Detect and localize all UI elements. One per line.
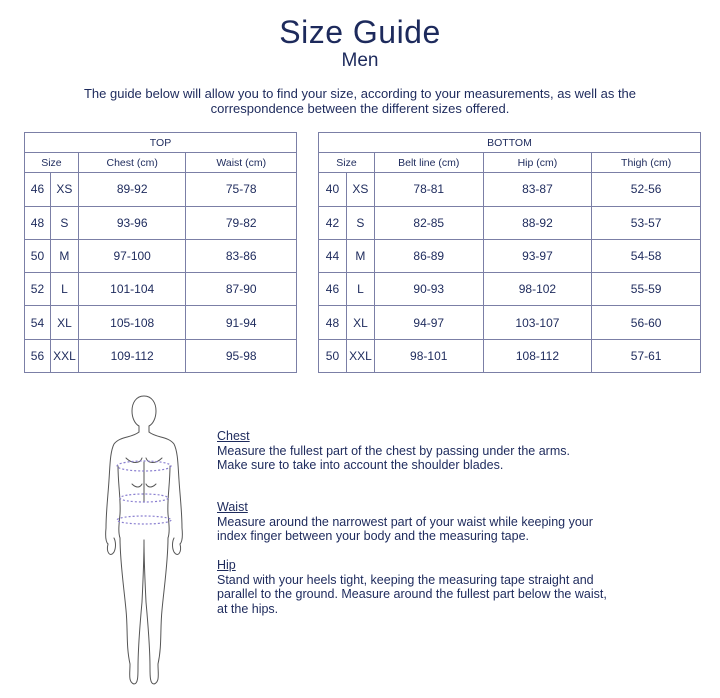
size-number: 46 xyxy=(319,273,347,306)
waist-instructions: Measure around the narrowest part of your waist while keeping your index finger between your body and the measuring tape. xyxy=(217,514,593,543)
size-number: 54 xyxy=(25,306,51,339)
belt-value: 86-89 xyxy=(374,239,483,272)
chest-value: 97-100 xyxy=(78,239,186,272)
size-label: XL xyxy=(346,306,374,339)
table-row xyxy=(319,339,701,372)
hip-value: 83-87 xyxy=(483,173,592,206)
size-number: 42 xyxy=(319,206,347,239)
hip-value: 88-92 xyxy=(483,206,592,239)
size-number: 50 xyxy=(319,339,347,372)
bottom-table-caption: BOTTOM xyxy=(319,133,701,153)
bottom-header-belt: Belt line (cm) xyxy=(374,153,483,173)
bottom-header-size: Size xyxy=(319,153,375,173)
waist-value: 87-90 xyxy=(186,273,297,306)
hip-value: 98-102 xyxy=(483,273,592,306)
size-label: S xyxy=(346,206,374,239)
waist-guide xyxy=(217,500,637,544)
chest-guide xyxy=(217,429,617,473)
chest-heading: Chest xyxy=(217,429,250,443)
table-row xyxy=(25,273,297,306)
size-label: L xyxy=(346,273,374,306)
page-title: Size Guide xyxy=(279,14,441,50)
table-row xyxy=(319,273,701,306)
chest-value: 89-92 xyxy=(78,173,186,206)
table-row xyxy=(25,173,297,206)
size-label: XS xyxy=(346,173,374,206)
size-label: XL xyxy=(50,306,78,339)
waist-value: 83-86 xyxy=(186,239,297,272)
belt-value: 98-101 xyxy=(374,339,483,372)
top-header-size: Size xyxy=(25,153,79,173)
page-subtitle: Men xyxy=(341,50,379,71)
hip-value: 103-107 xyxy=(483,306,592,339)
hip-instructions: Stand with your heels tight, keeping the measuring tape straight and parallel to the ground. Measure around the fullest part below the waist, at the hips. xyxy=(217,572,607,616)
waist-value: 75-78 xyxy=(186,173,297,206)
size-number: 46 xyxy=(25,173,51,206)
table-row xyxy=(319,173,701,206)
thigh-value: 55-59 xyxy=(592,273,701,306)
size-number: 44 xyxy=(319,239,347,272)
bottom-size-table xyxy=(318,132,701,373)
top-header-waist: Waist (cm) xyxy=(186,153,297,173)
hip-value: 93-97 xyxy=(483,239,592,272)
size-number: 48 xyxy=(25,206,51,239)
size-number: 56 xyxy=(25,339,51,372)
size-number: 50 xyxy=(25,239,51,272)
size-label: M xyxy=(346,239,374,272)
chest-value: 105-108 xyxy=(78,306,186,339)
hip-heading: Hip xyxy=(217,558,236,572)
chest-value: 101-104 xyxy=(78,273,186,306)
table-row xyxy=(319,239,701,272)
hip-guide xyxy=(217,558,637,616)
thigh-value: 53-57 xyxy=(592,206,701,239)
top-header-chest: Chest (cm) xyxy=(78,153,186,173)
belt-value: 90-93 xyxy=(374,273,483,306)
chest-value: 93-96 xyxy=(78,206,186,239)
table-row xyxy=(25,239,297,272)
waist-heading: Waist xyxy=(217,500,248,514)
waist-value: 91-94 xyxy=(186,306,297,339)
waist-value: 95-98 xyxy=(186,339,297,372)
table-row xyxy=(25,206,297,239)
size-number: 52 xyxy=(25,273,51,306)
thigh-value: 52-56 xyxy=(592,173,701,206)
thigh-value: 57-61 xyxy=(592,339,701,372)
table-row xyxy=(25,339,297,372)
belt-value: 82-85 xyxy=(374,206,483,239)
intro-text: The guide below will allow you to find your size, according to your measurements, as well as the correspondence between the different sizes offered. xyxy=(83,86,637,116)
belt-value: 94-97 xyxy=(374,306,483,339)
size-label: M xyxy=(50,239,78,272)
bottom-header-thigh: Thigh (cm) xyxy=(592,153,701,173)
size-number: 48 xyxy=(319,306,347,339)
thigh-value: 54-58 xyxy=(592,239,701,272)
bottom-header-hip: Hip (cm) xyxy=(483,153,592,173)
waist-value: 79-82 xyxy=(186,206,297,239)
thigh-value: 56-60 xyxy=(592,306,701,339)
table-row xyxy=(319,306,701,339)
table-row xyxy=(319,206,701,239)
size-number: 40 xyxy=(319,173,347,206)
size-label: S xyxy=(50,206,78,239)
size-label: XXL xyxy=(346,339,374,372)
size-label: XXL xyxy=(50,339,78,372)
body-figure-illustration xyxy=(96,392,192,690)
size-label: L xyxy=(50,273,78,306)
top-size-table xyxy=(24,132,297,373)
chest-instructions: Measure the fullest part of the chest by passing under the arms. Make sure to take into account the shoulder blades. xyxy=(217,443,570,472)
hip-value: 108-112 xyxy=(483,339,592,372)
size-label: XS xyxy=(50,173,78,206)
table-row xyxy=(25,306,297,339)
belt-value: 78-81 xyxy=(374,173,483,206)
top-table-caption: TOP xyxy=(25,133,297,153)
chest-value: 109-112 xyxy=(78,339,186,372)
